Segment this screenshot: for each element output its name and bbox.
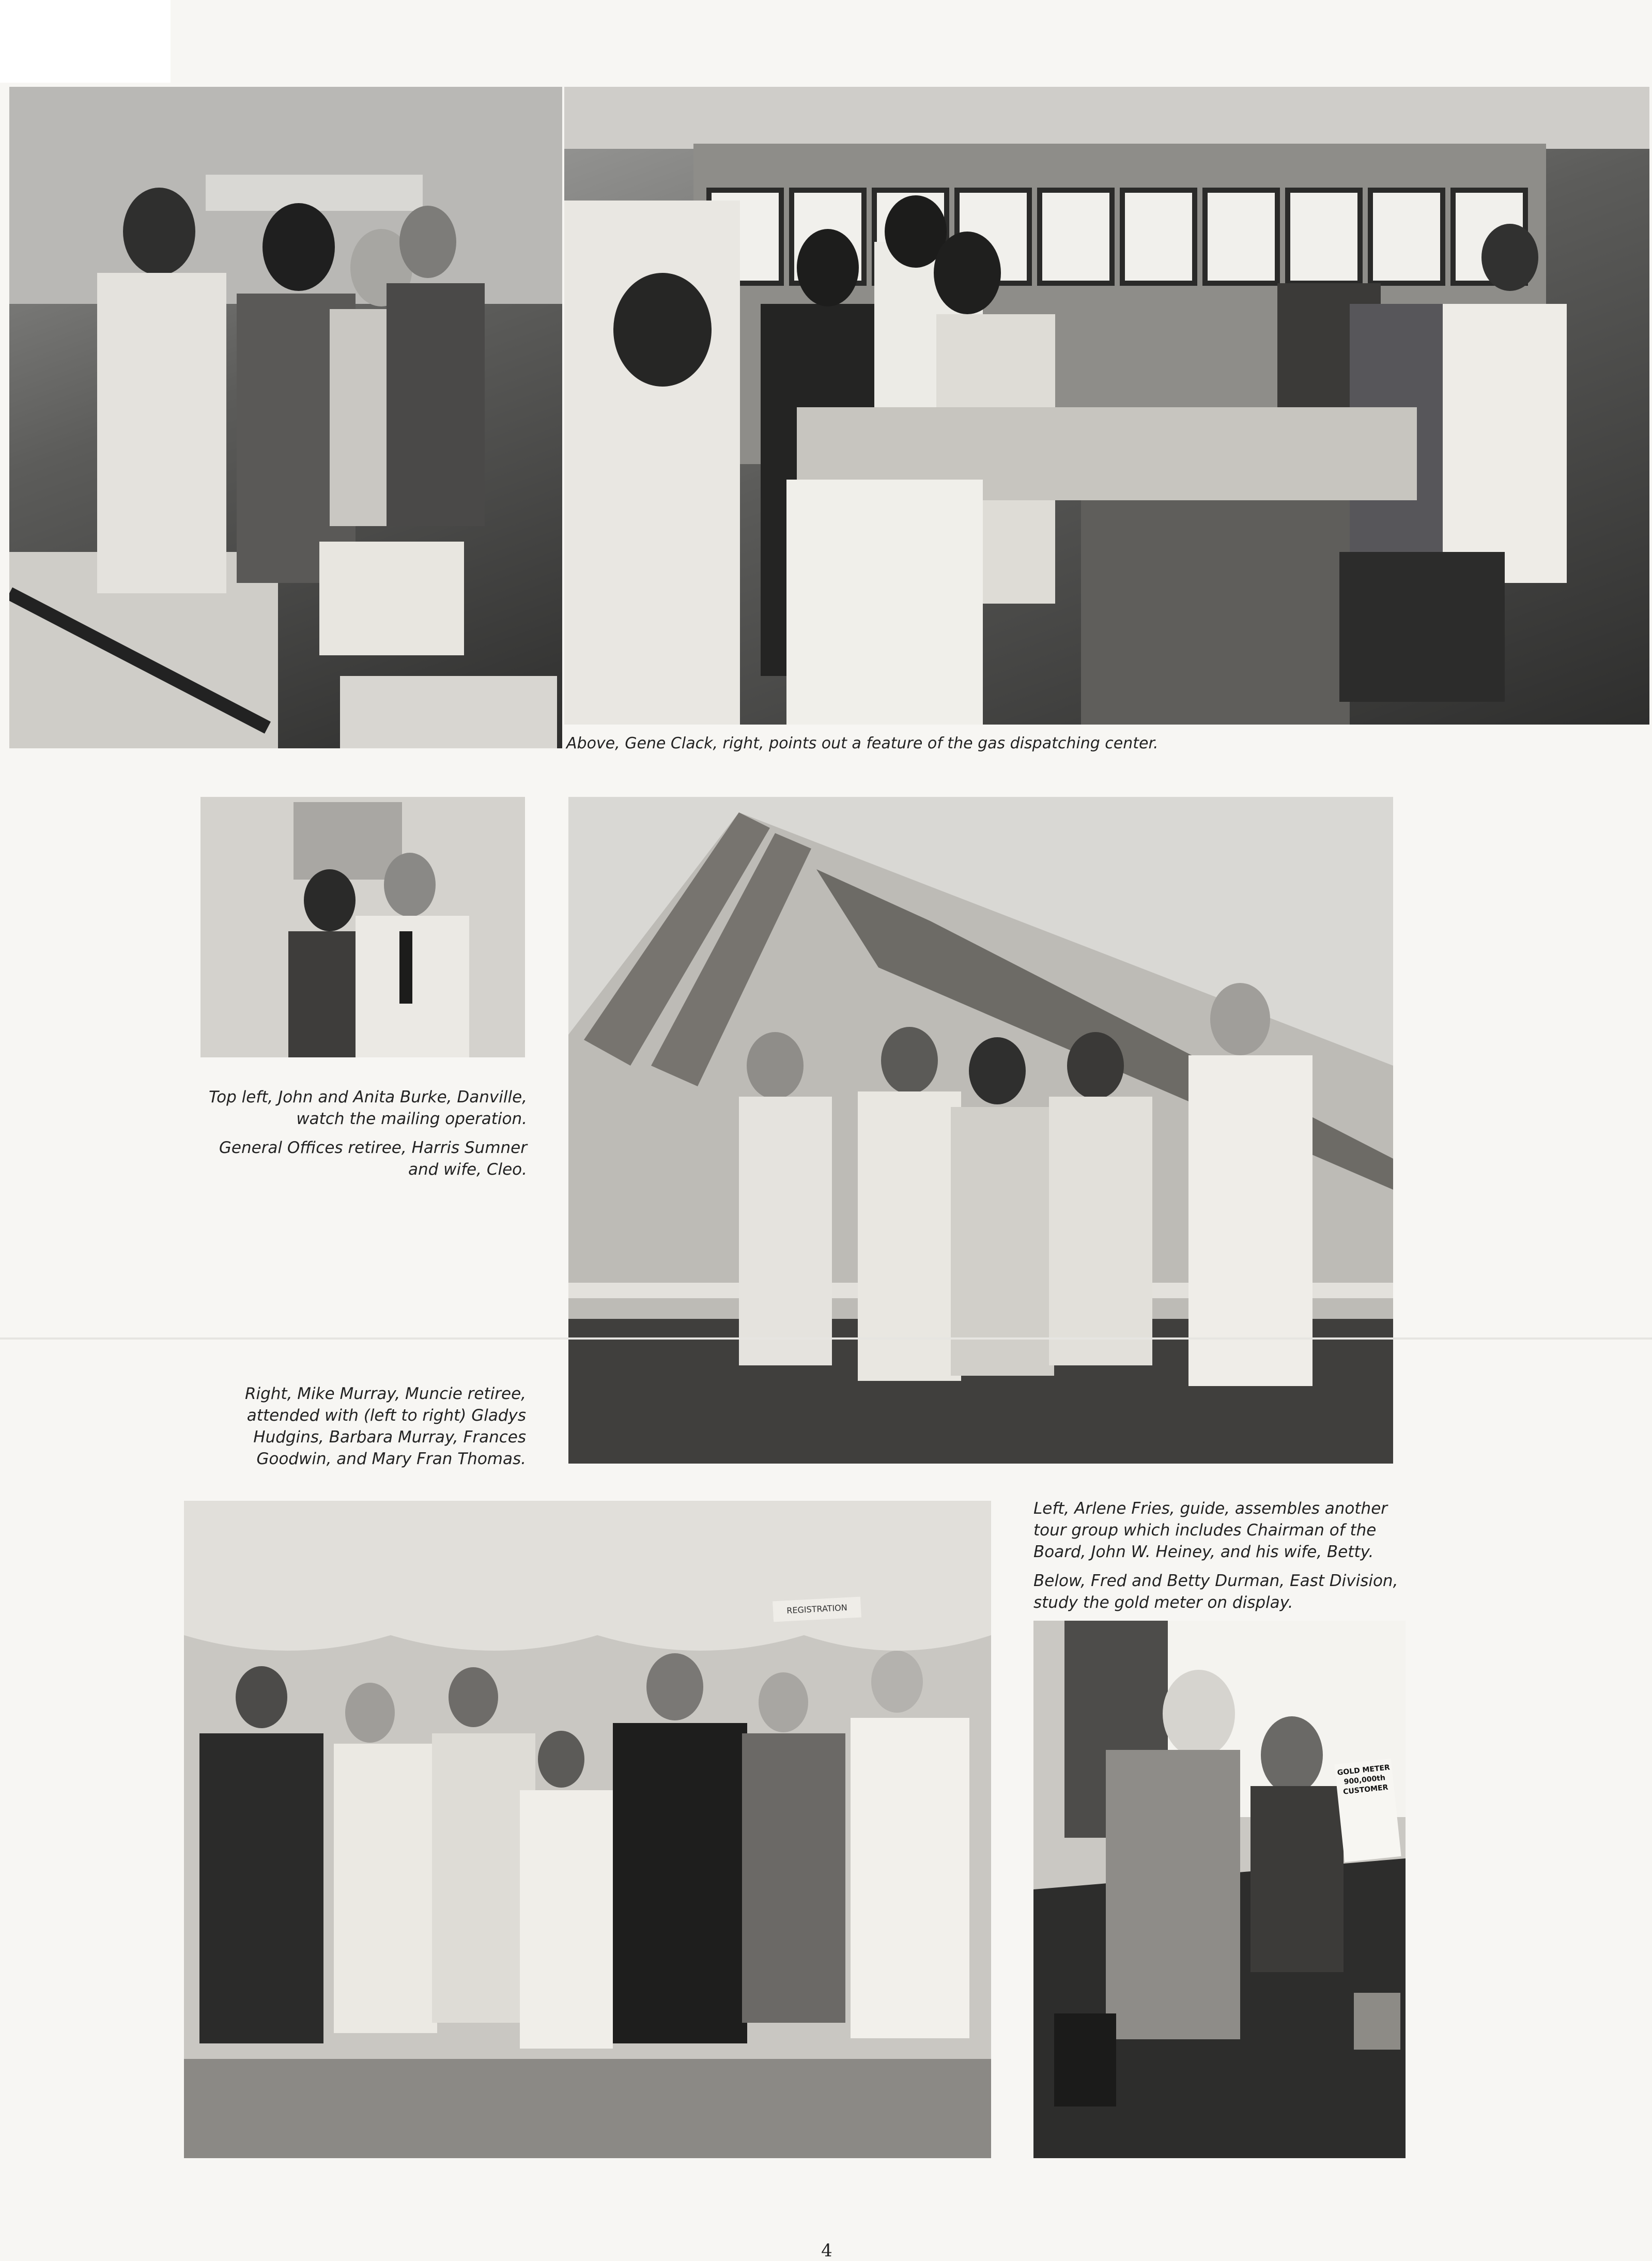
page-fold-line [0,1337,1652,1340]
gold-meter-sign-line: GOLD METER [1337,1763,1391,1777]
photo-gas-dispatching-center [564,87,1649,725]
photo-gold-meter [1033,1621,1406,2158]
caption-sumner: General Offices retiree, Harris Sumner and wife, Cleo. [219,1139,527,1179]
photo-tour-group [184,1501,991,2158]
photo-sumner-couple [200,797,525,1057]
page-number: 4 [821,2240,832,2261]
gold-meter-sign [1334,1759,1401,1862]
caption-tour-group-and-gold-meter [1033,1498,1406,1621]
caption-top-left-and-sumner [196,1086,527,1188]
photo-mailing-operation [9,87,562,748]
gold-meter-sign-line: 900,000th [1343,1774,1386,1787]
caption-tour-group: Left, Arlene Fries, guide, assembles another tour group which includes Chairman of the Board, John W. Heiney, and his wife, Betty. [1033,1499,1388,1561]
caption-top-left: Top left, John and Anita Burke, Danville, watch the mailing operation. [209,1088,527,1128]
scan-edge [0,0,171,83]
caption-gold-meter: Below, Fred and Betty Durman, East Division, study the gold meter on display. [1033,1572,1398,1612]
caption-murray: Right, Mike Murray, Muncie retiree, attended with (left to right) Gladys Hudgins, Barbara Murray, Frances Goodwin, and Mary Fran Thomas. [244,1385,526,1468]
photo-murray-group-tent [568,797,1393,1464]
caption-dispatch: Above, Gene Clack, right, points out a feature of the gas dispatching center. [566,734,1159,752]
gold-meter-sign-line: CUSTOMER [1342,1783,1389,1796]
registration-sign: REGISTRATION [773,1597,861,1622]
